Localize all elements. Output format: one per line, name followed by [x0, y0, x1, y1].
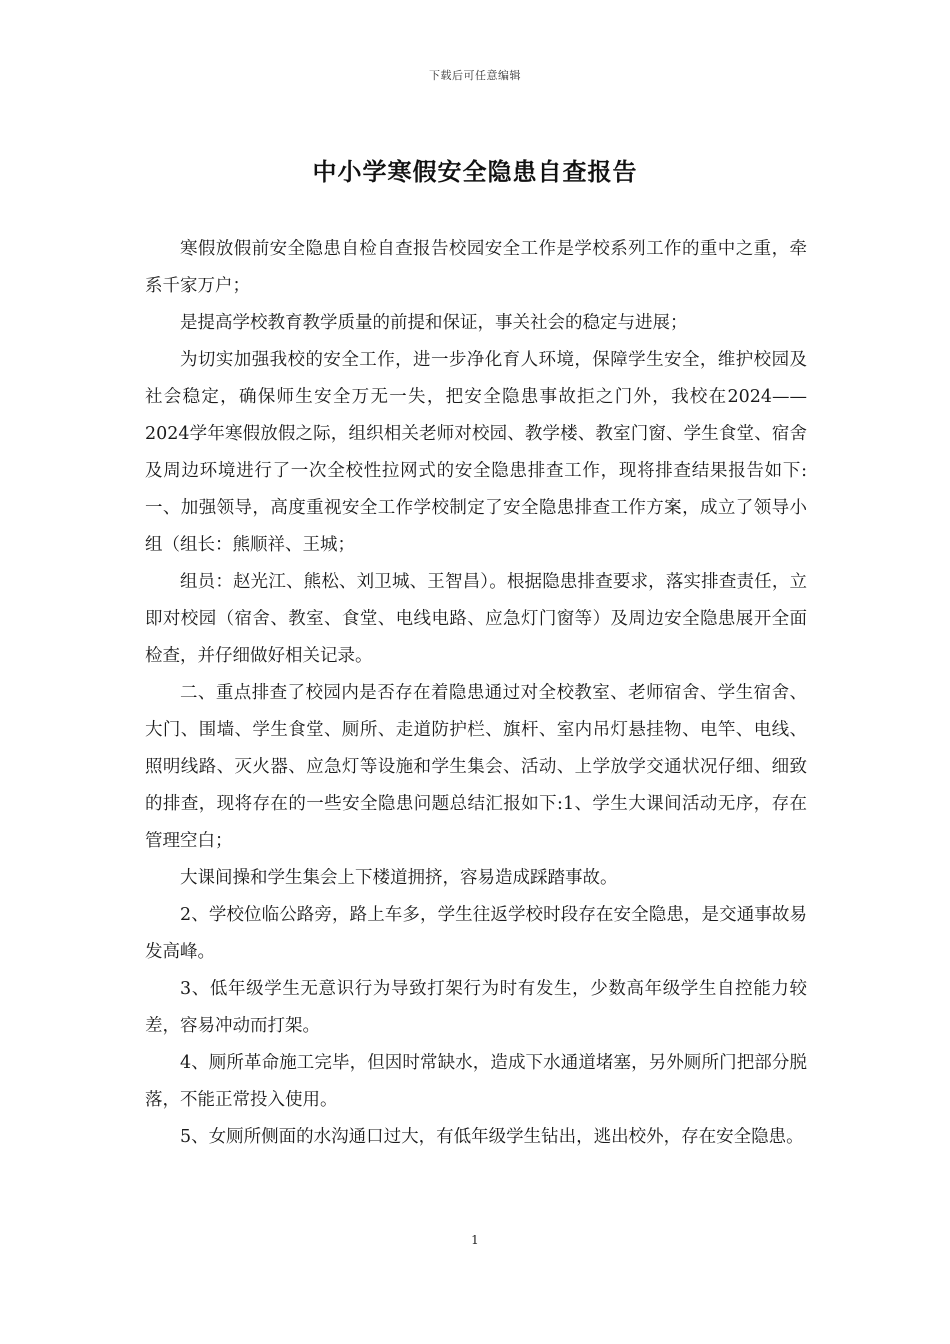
- document-body: [145, 231, 807, 1156]
- paragraph: 2、学校位临公路旁，路上车多，学生往返学校时段存在安全隐患，是交通事故易发高峰。: [145, 905, 807, 962]
- header-note: 下载后可任意编辑: [429, 69, 521, 82]
- paragraph: 寒假放假前安全隐患自检自查报告校园安全工作是学校系列工作的重中之重，牵系千家万户；: [145, 239, 807, 296]
- page-number: 1: [471, 1233, 479, 1247]
- paragraph: 二、重点排查了校园内是否存在着隐患通过对全校教室、老师宿舍、学生宿舍、大门、围墙、学生食堂、厕所、走道防护栏、旗杆、室内吊灯悬挂物、电竿、电线、照明线路、灭火器、应急灯等设施和学生集会、活动、上学放学交通状况仔细、细致的排查，现将存在的一些安全隐患问题总结汇报如下:1、学生大课间活动无序，存在管理空白；: [145, 683, 807, 851]
- document-title: 中小学寒假安全隐患自查报告: [312, 158, 638, 186]
- paragraph: 4、厕所革命施工完毕，但因时常缺水，造成下水通道堵塞，另外厕所门把部分脱落，不能正常投入使用。: [145, 1053, 807, 1110]
- paragraph: 3、低年级学生无意识行为导致打架行为时有发生，少数高年级学生自控能力较差，容易冲动而打架。: [145, 979, 807, 1036]
- paragraph: 大课间操和学生集会上下楼道拥挤，容易造成踩踏事故。: [180, 868, 618, 888]
- paragraph: 5、女厕所侧面的水沟通口过大，有低年级学生钻出，逃出校外，存在安全隐患。: [180, 1127, 804, 1147]
- paragraph: 是提高学校教育教学质量的前提和保证，事关社会的稳定与进展；: [180, 313, 688, 333]
- paragraph: 为切实加强我校的安全工作，进一步净化育人环境，保障学生安全，维护校园及社会稳定，确保师生安全万无一失，把安全隐患事故拒之门外，我校在2024——2024学年寒假放假之际，组织相关老师对校园、教学楼、教室门窗、学生食堂、宿舍及周边环境进行了一次全校性拉网式的安全隐患排查工作，现将排查结果报告如下:一、加强领导，高度重视安全工作学校制定了安全隐患排查工作方案，成立了领导小组（组长：熊顺祥、王城；: [145, 350, 807, 555]
- paragraph: 组员：赵光江、熊松、刘卫城、王智昌）。根据隐患排查要求，落实排查责任，立即对校园（宿舍、教室、食堂、电线电路、应急灯门窗等）及周边安全隐患展开全面检查，并仔细做好相关记录。: [145, 572, 807, 666]
